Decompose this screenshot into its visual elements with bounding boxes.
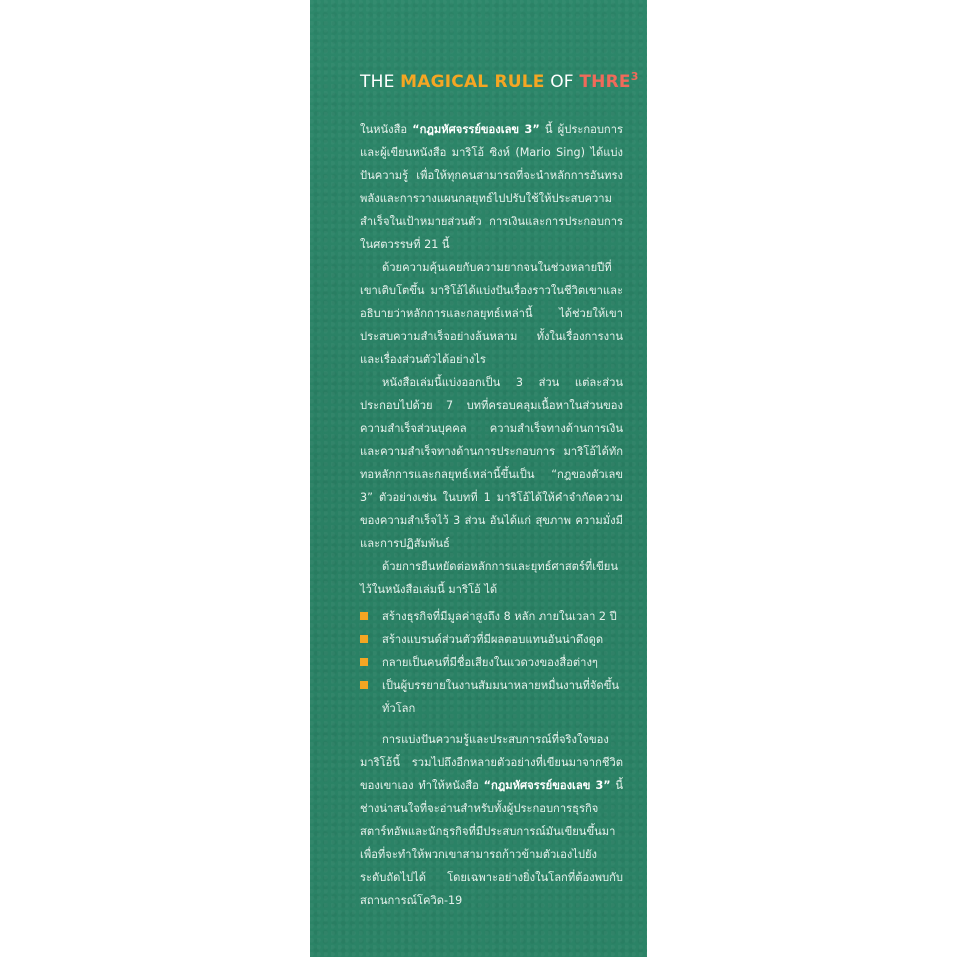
book-title: [360, 66, 640, 93]
title-superscript: 3: [630, 70, 639, 83]
book-description: [360, 118, 623, 912]
orange-square-bullet-icon: [360, 658, 368, 666]
paragraph-intro: [360, 118, 623, 256]
title-thre: THRE: [579, 72, 631, 92]
list-item: [360, 674, 623, 720]
orange-square-bullet-icon: [360, 635, 368, 643]
list-item-text: สร้างธุรกิจที่มีมูลค่าสูงถึง 8 หลัก ภายในเวลา 2 ปี: [382, 610, 617, 623]
achievements-list: [360, 605, 623, 720]
book-title-inline: “กฎมหัศจรรย์ของเลข 3”: [412, 123, 540, 136]
paragraph-closing-rest: นี้ ช่างน่าสนใจที่จะอ่านสำหรับทั้งผู้ประกอบการธุรกิจสตาร์ทอัพและนักธุรกิจที่มีประสบการณ์มันเขียนขึ้นมาเพื่อที่จะทำให้พวกเขาสามารถก้าวข้ามตัวเองไปยังระดับถัดไปได้ โดยเฉพาะอย่างยิ่งในโลกที่ต้องพบกับสถานการณ์โควิด-19: [360, 779, 623, 907]
list-item-text: สร้างแบรนด์ส่วนตัวที่มีผลตอบแทนอันน่าดึงดูด: [382, 633, 604, 646]
paragraph-achievements-intro: ด้วยการยืนหยัดต่อหลักการและยุทธ์ศาสตร์ที่เขียนไว้ในหนังสือเล่มนี้ มาริโอ้ ได้: [360, 560, 618, 596]
paragraph-intro-rest: นี้ ผู้ประกอบการและผู้เขียนหนังสือ มาริโอ้ ซิงห์ (Mario Sing) ได้แบ่งปันความรู้ เพื่อให้ทุกคนสามารถที่จะนำหลักการอันทรงพลังและการวางแผนกลยุทธ์ไปปรับใช้ให้ประสบความสำเร็จในเป้าหมายส่วนตัว การเงินและการประกอบการในศตวรรษที่ 21 นี้: [360, 123, 623, 251]
orange-square-bullet-icon: [360, 612, 368, 620]
list-item-text: กลายเป็นคนที่มีชื่อเสียงในแวดวงของสื่อต่างๆ: [382, 656, 598, 669]
title-magical: MAGICAL: [400, 72, 489, 92]
paragraph-background: ด้วยความคุ้นเคยกับความยากจนในช่วงหลายปีที่เขาเติบโตขึ้น มาริโอ้ได้แบ่งปันเรื่องราวในชีวิตเขาและอธิบายว่าหลักการและกลยุทธ์เหล่านี้ ได้ช่วยให้เขาประสบความสำเร็จอย่างล้นหลาม ทั้งในเรื่องการงานและเรื่องส่วนตัวได้อย่างไร: [360, 261, 623, 366]
orange-square-bullet-icon: [360, 681, 368, 689]
paragraph-structure: หนังสือเล่มนี้แบ่งออกเป็น 3 ส่วน แต่ละส่วนประกอบไปด้วย 7 บทที่ครอบคลุมเนื้อหาในส่วนของความสำเร็จส่วนบุคคล ความสำเร็จทางด้านการเงินและความสำเร็จทางด้านการประกอบการ มาริโอ้ได้ทักทอหลักการและกลยุทธ์เหล่านี้ขึ้นเป็น “กฎของตัวเลข 3” ตัวอย่างเช่น ในบทที่ 1 มาริโอ้ได้ให้คำจำกัดความของความสำเร็จไว้ 3 ส่วน อันได้แก่ สุขภาพ ความมั่งมี และการปฏิสัมพันธ์: [360, 376, 623, 550]
list-item: [360, 651, 623, 674]
book-title-inline-closing: “กฎมหัศจรรย์ของเลข 3”: [483, 779, 611, 792]
title-rule: RULE: [488, 72, 545, 92]
paragraph-intro-lead: ในหนังสือ: [360, 123, 413, 136]
list-item: [360, 628, 623, 651]
book-back-cover: [310, 0, 647, 957]
paragraph-closing-lead: การแบ่งปันความรู้และประสบการณ์ที่จริงใจของมาริโอ้นี้ รวมไปถึงอีกหลายตัวอย่างที่เขียนมาจากชีวิตของเขาเอง ทำให้หนังสือ: [360, 733, 623, 792]
title-of: OF: [544, 72, 580, 92]
title-the: THE: [360, 72, 401, 92]
list-item-text: เป็นผู้บรรยายในงานสัมมนาหลายหมื่นงานที่จัดขึ้นทั่วโลก: [382, 679, 619, 715]
paragraph-closing: [360, 728, 623, 912]
list-item: [360, 605, 623, 628]
